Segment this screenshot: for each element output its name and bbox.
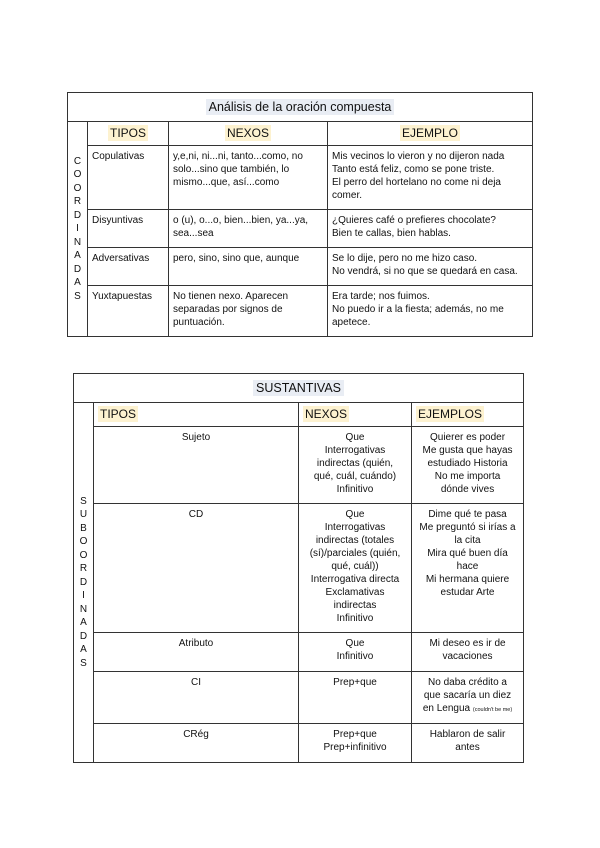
table-row bbox=[68, 248, 533, 286]
sust-header-row bbox=[74, 403, 524, 427]
text-line: la cita bbox=[454, 535, 481, 546]
text-line: pero, sino, sino que, aunque bbox=[173, 253, 300, 264]
text-line: Que bbox=[345, 638, 365, 649]
tipo-cell: Disyuntivas bbox=[88, 210, 169, 248]
coordinadas-table bbox=[67, 92, 533, 337]
small-note: (couldn't be me) bbox=[472, 707, 513, 713]
text-line: Dime qué te pasa bbox=[428, 509, 507, 520]
nexos-cell bbox=[299, 724, 412, 763]
text-line: Infinitivo bbox=[336, 613, 374, 624]
side-letter: O bbox=[79, 549, 88, 561]
text-line: Interrogativas bbox=[324, 445, 386, 456]
text-line: Tanto está feliz, como se pone triste. bbox=[332, 164, 495, 175]
text-line: Mis vecinos lo vieron y no dijeron nada bbox=[332, 151, 505, 162]
sust-title: SUSTANTIVAS bbox=[253, 380, 344, 396]
nexos-cell bbox=[299, 504, 412, 633]
text-line: Exclamativas bbox=[325, 587, 385, 598]
text-line: solo...sino que también, lo bbox=[173, 164, 290, 175]
header-label: TIPOS bbox=[109, 126, 146, 140]
side-letter: S bbox=[80, 495, 87, 507]
text-line: o (u), o...o, bien...bien, ya...ya, bbox=[173, 215, 309, 226]
text-line: Prep+que bbox=[333, 729, 377, 740]
header-label: EJEMPLOS bbox=[418, 407, 483, 421]
side-letter: I bbox=[76, 223, 79, 235]
ejemplo-cell bbox=[328, 210, 533, 248]
text-line: qué, cuál)) bbox=[331, 561, 379, 572]
coord-side-label bbox=[68, 122, 88, 337]
text-line: sea...sea bbox=[173, 228, 214, 239]
text-line: Interrogativa directa bbox=[310, 574, 400, 585]
coord-title-row bbox=[68, 93, 533, 122]
text-line: Que bbox=[345, 432, 365, 443]
text-line: ¿Quieres café o prefieres chocolate? bbox=[332, 215, 496, 226]
side-letter: D bbox=[73, 209, 82, 221]
table-row bbox=[74, 504, 524, 633]
table-row bbox=[68, 146, 533, 210]
text-line: estudiado Historia bbox=[427, 458, 508, 469]
side-letter: A bbox=[74, 277, 81, 289]
nexos-cell bbox=[299, 427, 412, 504]
text-line: No vendrá, si no que se quedará en casa. bbox=[332, 266, 518, 277]
ejemplo-cell bbox=[328, 248, 533, 286]
coord-title: Análisis de la oración compuesta bbox=[206, 99, 395, 115]
text-line: (sí)/parciales (quién, bbox=[309, 548, 401, 559]
text-line: puntuación. bbox=[173, 317, 225, 328]
text-line: dónde vives bbox=[440, 484, 495, 495]
sust-header-tipos bbox=[94, 403, 299, 427]
side-letter: N bbox=[73, 236, 82, 248]
text-line: No tienen nexo. Aparecen bbox=[173, 291, 289, 302]
side-letter: I bbox=[82, 590, 85, 602]
text-line: No me importa bbox=[434, 471, 501, 482]
text-line: comer. bbox=[332, 190, 363, 201]
text-line: Infinitivo bbox=[336, 484, 374, 495]
text-line: vacaciones bbox=[442, 651, 493, 662]
side-letter: A bbox=[74, 250, 81, 262]
nexos-cell bbox=[299, 672, 412, 724]
coord-header-ejemplo bbox=[328, 122, 533, 146]
side-letter: D bbox=[73, 263, 82, 275]
text-line: Bien te callas, bien hablas. bbox=[332, 228, 451, 239]
tipo-cell: Sujeto bbox=[94, 427, 299, 504]
table-row bbox=[68, 286, 533, 337]
tipo-cell: Yuxtapuestas bbox=[88, 286, 169, 337]
text-line: Prep+infinitivo bbox=[323, 742, 387, 753]
text-line: Me gusta que hayas bbox=[422, 445, 513, 456]
text-line: separadas por signos de bbox=[173, 304, 283, 315]
text-line: y,e,ni, ni...ni, tanto...como, no bbox=[173, 151, 303, 162]
side-letter: O bbox=[79, 536, 88, 548]
text-line: que sacaría un diez bbox=[423, 690, 512, 701]
text-line: estudar Arte bbox=[440, 587, 495, 598]
text-line: Prep+que bbox=[333, 677, 377, 688]
side-letter: R bbox=[73, 196, 82, 208]
side-letter: A bbox=[80, 617, 87, 629]
table-row bbox=[74, 672, 524, 724]
text-line: Mi deseo es ir de bbox=[429, 638, 506, 649]
text-line: indirectas bbox=[333, 600, 377, 611]
sust-side-label bbox=[74, 403, 94, 763]
header-label: NEXOS bbox=[305, 407, 348, 421]
side-letter: S bbox=[74, 290, 81, 302]
text-line: apetece. bbox=[332, 317, 371, 328]
sustantivas-table bbox=[73, 373, 524, 763]
tipo-cell: CRég bbox=[94, 724, 299, 763]
side-letter: N bbox=[79, 603, 88, 615]
sust-title-cell bbox=[74, 374, 524, 403]
table-row bbox=[74, 427, 524, 504]
side-letter: A bbox=[80, 644, 87, 656]
text-line: hace bbox=[456, 561, 479, 572]
text-fragment: en Lengua bbox=[422, 703, 471, 714]
text-line: No daba crédito a bbox=[428, 677, 507, 688]
sust-header-ejemplos bbox=[412, 403, 524, 427]
side-letter: U bbox=[79, 509, 88, 521]
text-line: antes bbox=[455, 742, 480, 753]
tipo-cell: Copulativas bbox=[88, 146, 169, 210]
coord-title-cell bbox=[68, 93, 533, 122]
text-line: Se lo dije, pero no me hizo caso. bbox=[332, 253, 478, 264]
sust-header-nexos bbox=[299, 403, 412, 427]
side-letter: D bbox=[79, 576, 88, 588]
text-line: Hablaron de salir bbox=[429, 729, 506, 740]
text-line: indirectas (totales bbox=[315, 535, 395, 546]
header-label: NEXOS bbox=[226, 126, 269, 140]
nexos-cell bbox=[169, 210, 328, 248]
side-letter: O bbox=[73, 182, 82, 194]
sust-title-row bbox=[74, 374, 524, 403]
text-line: Que bbox=[345, 509, 365, 520]
text-line: Quierer es poder bbox=[429, 432, 506, 443]
ejemplo-cell bbox=[328, 286, 533, 337]
side-letter: O bbox=[73, 169, 82, 181]
coord-header-row bbox=[68, 122, 533, 146]
nexos-cell bbox=[169, 146, 328, 210]
nexos-cell bbox=[299, 633, 412, 672]
tipo-cell: Adversativas bbox=[88, 248, 169, 286]
text-line: Era tarde; nos fuimos. bbox=[332, 291, 430, 302]
side-letter: S bbox=[80, 657, 87, 669]
coord-header-nexos bbox=[169, 122, 328, 146]
nexos-cell bbox=[169, 248, 328, 286]
text-line: Mi hermana quiere bbox=[425, 574, 510, 585]
text-line: Mira qué buen día bbox=[427, 548, 508, 559]
table-row bbox=[68, 210, 533, 248]
coord-header-tipos bbox=[88, 122, 169, 146]
ejemplos-cell bbox=[412, 672, 524, 724]
ejemplos-cell bbox=[412, 633, 524, 672]
side-letter: R bbox=[79, 563, 88, 575]
header-label: EJEMPLO bbox=[401, 126, 458, 140]
ejemplo-cell bbox=[328, 146, 533, 210]
text-line: Infinitivo bbox=[336, 651, 374, 662]
table-row bbox=[74, 633, 524, 672]
side-letter: B bbox=[80, 522, 87, 534]
ejemplos-cell bbox=[412, 724, 524, 763]
ejemplos-cell bbox=[412, 504, 524, 633]
text-line: qué, cuál, cuándo) bbox=[313, 471, 397, 482]
tipo-cell: CD bbox=[94, 504, 299, 633]
text-line bbox=[416, 702, 519, 717]
side-letter: C bbox=[73, 155, 82, 167]
tipo-cell: CI bbox=[94, 672, 299, 724]
ejemplos-cell bbox=[412, 427, 524, 504]
text-line: mismo...que, así...como bbox=[173, 177, 280, 188]
tipo-cell: Atributo bbox=[94, 633, 299, 672]
nexos-cell bbox=[169, 286, 328, 337]
table-row bbox=[74, 724, 524, 763]
header-label: TIPOS bbox=[100, 407, 137, 421]
side-letter: D bbox=[79, 630, 88, 642]
text-line: No puedo ir a la fiesta; además, no me bbox=[332, 304, 504, 315]
text-line: El perro del hortelano no come ni deja bbox=[332, 177, 501, 188]
text-line: Me preguntó si irías a bbox=[419, 522, 516, 533]
text-line: indirectas (quién, bbox=[316, 458, 394, 469]
text-line: Interrogativas bbox=[324, 522, 386, 533]
